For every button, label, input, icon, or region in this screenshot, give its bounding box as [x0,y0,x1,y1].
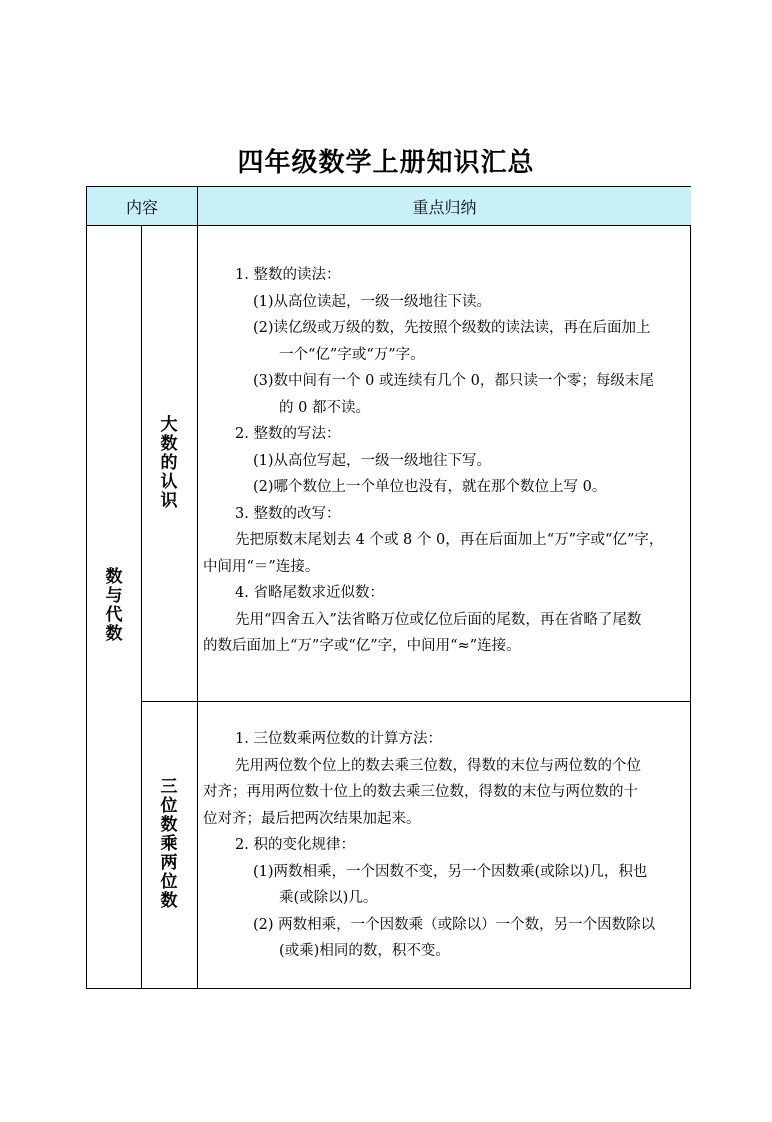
content-line: (1)两数相乘，一个因数不变，另一个因数乘(或除以)几，积也 [253,863,648,880]
header-divider [87,225,690,226]
category-label: 数与代数 [105,567,123,644]
content-line: 中间用“＝”连接。 [203,558,320,575]
content-line: 先把原数末尾划去 4 个或 8 个 0，再在后面加上“万”字或“亿”字， [235,532,664,548]
content-line: (1)从高位读起，一级一级地往下读。 [253,293,492,310]
content-line: (1)从高位写起，一级一级地往下写。 [253,452,492,469]
column-divider-main [197,187,198,988]
column-divider-category [141,225,142,988]
content-line: 1. 整数的读法： [235,267,341,283]
content-line: (3)数中间有一个 0 或连续有几个 0，都只读一个零；每级末尾 [253,373,654,389]
content-line: 2. 积的变化规律： [235,837,355,853]
content-line: (2)哪个数位上一个单位也没有，就在那个数位上写 0。 [253,479,607,495]
header-content: 内容 [87,187,197,225]
knowledge-table [86,186,691,989]
content-line: 1. 三位数乘两位数的计算方法： [235,731,442,747]
content-line: (或乘)相同的数，积不变。 [279,943,450,959]
content-line: 的 0 都不读。 [279,399,370,416]
content-line: 位对齐；最后把两次结果加起来。 [203,810,421,827]
header-key-points: 重点归纳 [198,187,691,225]
section-content-big-numbers [203,262,689,660]
content-line: 对齐；再用两位数十位上的数去乘三位数，得数的末位与两位数的十 [203,784,638,800]
content-line: 先用“四舍五入”法省略万位或亿位后面的尾数，再在省略了尾数 [235,611,642,628]
page-title: 四年级数学上册知识汇总 [237,148,535,178]
topic-label-multiplication: 三位数乘两位数 [160,777,178,911]
content-line: 2. 整数的写法： [235,426,341,442]
content-line: 先用两位数个位上的数去乘三位数，得数的末位与两位数的个位 [235,757,641,774]
content-line: 乘(或除以)几。 [279,890,378,906]
content-line: (2)读亿级或万级的数，先按照个级数的读法读，再在后面加上 [253,320,651,336]
content-line: 3. 整数的改写： [235,505,341,522]
topic-label-big-numbers: 大数的认识 [160,415,178,511]
content-line: 4. 省略尾数求近似数： [235,585,384,601]
content-line: 一个“亿”字或“万”字。 [279,346,425,363]
section-divider [141,701,690,702]
content-line: 的数后面加上“万”字或“亿”字，中间用“≈”连接。 [203,638,521,654]
section-content-multiplication [203,726,689,965]
content-line: (2) 两数相乘，一个因数乘（或除以）一个数，另一个因数除以 [253,916,656,933]
